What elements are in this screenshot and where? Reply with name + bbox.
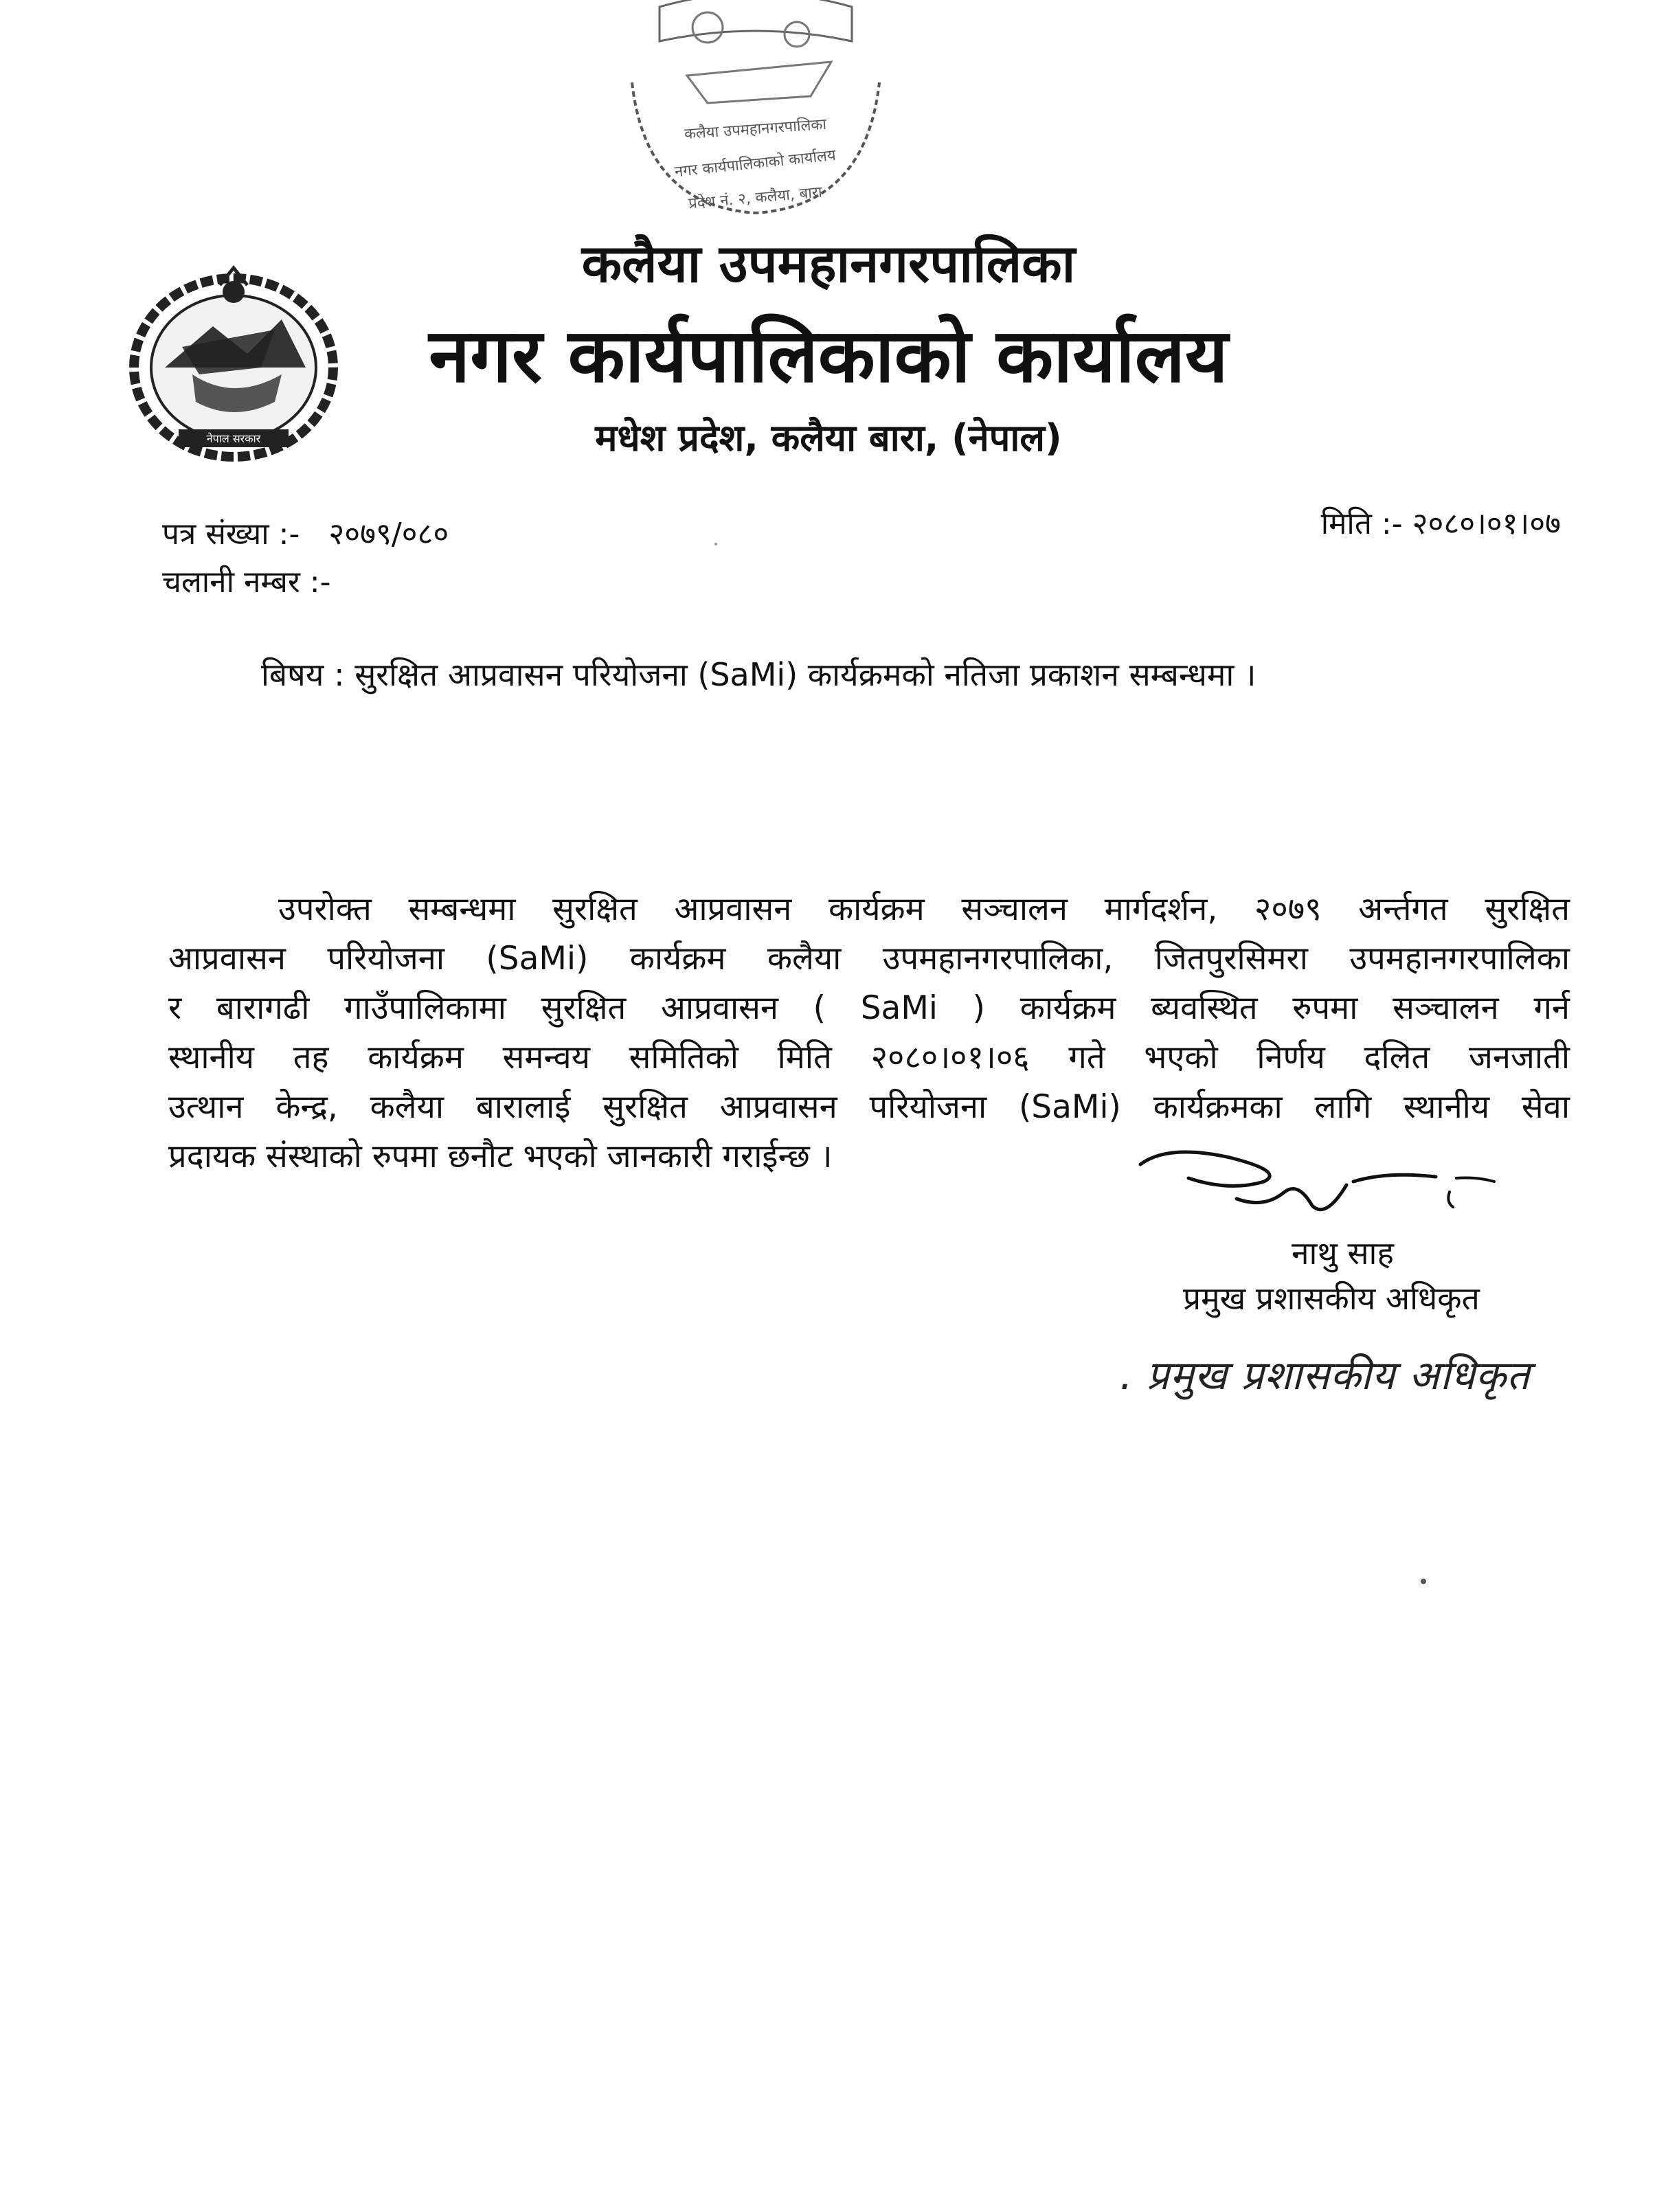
top-stamp-line-2: नगर कार्यपालिकाको कार्यालय <box>673 146 837 181</box>
reference-number <box>162 512 449 553</box>
designation-stamp: . प्रमुख प्रशासकीय अधिकृत <box>1120 1352 1531 1399</box>
handwritten-signature <box>1127 1144 1498 1233</box>
body-line: र बारागढी गाउँपालिकामा सुरक्षित आप्रवासन ( SaMi ) कार्यक्रम ब्यवस्थित रुपमा सञ्चालन गर्न <box>168 989 1570 1027</box>
top-office-stamp <box>605 0 907 227</box>
body-line: उत्थान केन्द्र, कलैया बारालाई सुरक्षित आप्रवासन परियोजना (SaMi) कार्यक्रमका लागि स्थानीय सेवा <box>168 1088 1570 1126</box>
body-line: प्रदायक संस्थाको रुपमा छनौट भएको जानकारी गराईन्छ । <box>168 1138 833 1175</box>
body-line: उपरोक्त सम्बन्धमा सुरक्षित आप्रवासन कार्यक्रम सञ्चालन मार्गदर्शन, २०७९ अर्न्तगत सुरक्षित <box>278 890 1570 928</box>
office-name: नगर कार्यपालिकाको कार्यालय <box>429 313 1228 399</box>
dispatch-label: चलानी नम्बर :- <box>162 565 331 600</box>
body-line: आप्रवासन परियोजना (SaMi) कार्यक्रम कलैया उपमहानगरपालिका, जितपुरसिमरा उपमहानगरपालिका <box>168 940 1570 978</box>
dispatch-number <box>162 560 331 601</box>
date-label: मिति :- <box>1320 506 1403 541</box>
scan-speck <box>1421 1579 1426 1584</box>
office-address: मधेश प्रदेश, कलैया बारा, (नेपाल) <box>595 416 1062 460</box>
signer-name: नाथु साह <box>1292 1234 1394 1272</box>
signer-title: प्रमुख प्रशासकीय अधिकृत <box>1183 1280 1480 1317</box>
reference-label: पत्र संख्या :- <box>162 517 300 552</box>
letter-subject: बिषय : सुरक्षित आप्रवासन परियोजना (SaMi) कार्यक्रमको नतिजा प्रकाशन सम्बन्धमा । <box>261 656 1256 693</box>
scan-speck <box>714 543 717 545</box>
letter-date <box>1321 501 1561 543</box>
top-stamp-line-1: कलैया उपमहानगरपालिका <box>684 115 827 144</box>
body-line: स्थानीय तह कार्यक्रम समन्वय समितिको मिति २०८०।०१।०६ गते भएको निर्णय दलित जनजाती <box>168 1039 1570 1076</box>
letter-body <box>168 885 1570 1182</box>
municipality-name: कलैया उपमहानगरपालिका <box>581 233 1076 294</box>
top-stamp-line-3: प्रदेश नं. २, कलैया, बारा <box>688 183 823 213</box>
emblem-caption: नेपाल सरकार <box>206 432 261 445</box>
date-value: २०८०।०१।०७ <box>1412 506 1561 541</box>
reference-value: २०७९/०८० <box>328 517 449 552</box>
